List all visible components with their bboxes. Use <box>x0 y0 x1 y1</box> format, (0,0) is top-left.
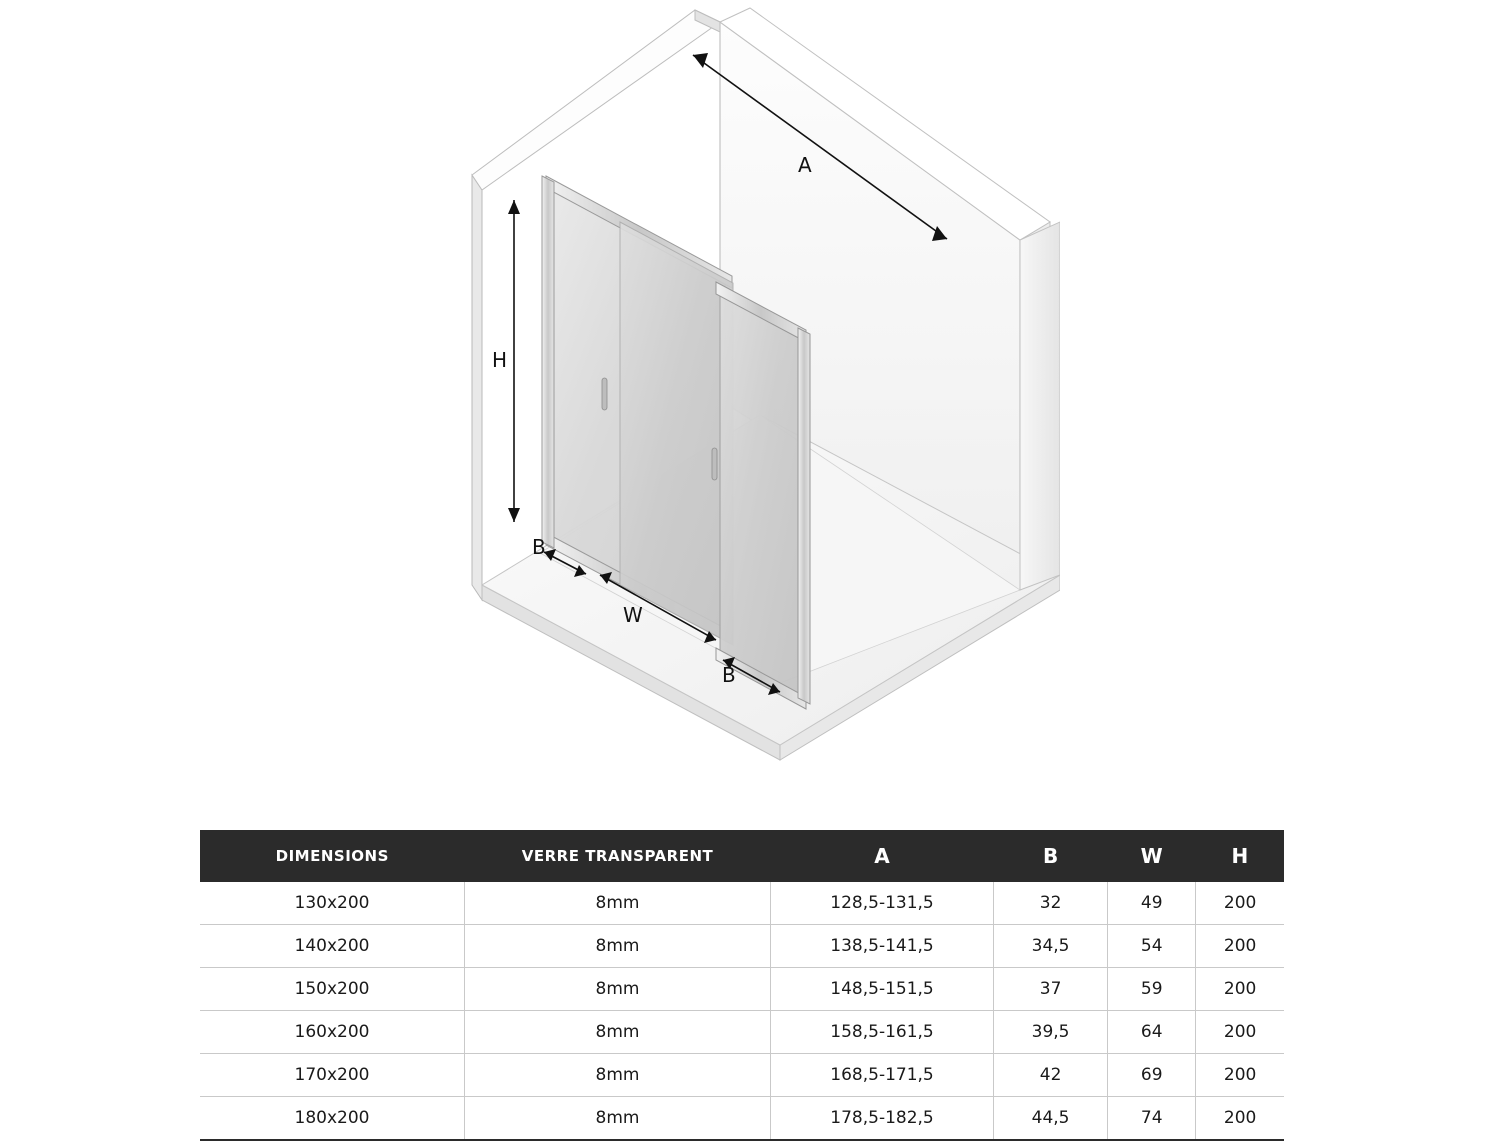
cell-b: 34,5 <box>994 925 1108 968</box>
isometric-shower-svg <box>420 0 1060 790</box>
cell-h: 200 <box>1196 1054 1284 1097</box>
dim-label-b-top: B <box>532 535 546 559</box>
cell-w: 64 <box>1108 1011 1196 1054</box>
cell-glass: 8mm <box>465 1054 771 1097</box>
cell-a: 138,5-141,5 <box>771 925 994 968</box>
cell-glass: 8mm <box>465 1097 771 1141</box>
cell-w: 54 <box>1108 925 1196 968</box>
cell-glass: 8mm <box>465 968 771 1011</box>
cell-h: 200 <box>1196 1011 1284 1054</box>
cell-w: 59 <box>1108 968 1196 1011</box>
cell-h: 200 <box>1196 968 1284 1011</box>
cell-a: 158,5-161,5 <box>771 1011 994 1054</box>
cell-b: 32 <box>994 882 1108 925</box>
dim-label-b-bottom: B <box>722 663 736 687</box>
cell-h: 200 <box>1196 882 1284 925</box>
cell-a: 128,5-131,5 <box>771 882 994 925</box>
cell-b: 44,5 <box>994 1097 1108 1141</box>
header-a: A <box>771 830 994 882</box>
cell-w: 74 <box>1108 1097 1196 1141</box>
cell-h: 200 <box>1196 925 1284 968</box>
cell-dimensions: 170x200 <box>200 1054 465 1097</box>
cell-glass: 8mm <box>465 1011 771 1054</box>
header-dimensions: DIMENSIONS <box>200 830 465 882</box>
cell-a: 148,5-151,5 <box>771 968 994 1011</box>
cell-w: 69 <box>1108 1054 1196 1097</box>
cell-b: 37 <box>994 968 1108 1011</box>
dimensions-table <box>200 830 1284 1141</box>
cell-a: 178,5-182,5 <box>771 1097 994 1141</box>
table-header-row <box>200 830 1284 882</box>
cell-glass: 8mm <box>465 882 771 925</box>
table-row <box>200 1097 1284 1141</box>
dim-label-a: A <box>798 153 812 177</box>
cell-b: 42 <box>994 1054 1108 1097</box>
table-row <box>200 968 1284 1011</box>
table-row <box>200 882 1284 925</box>
dim-label-h: H <box>492 348 508 372</box>
header-glass: VERRE TRANSPARENT <box>465 830 771 882</box>
header-w: W <box>1108 830 1196 882</box>
table-row <box>200 1011 1284 1054</box>
cell-w: 49 <box>1108 882 1196 925</box>
header-b: B <box>994 830 1108 882</box>
table-row <box>200 925 1284 968</box>
header-h: H <box>1196 830 1284 882</box>
cell-b: 39,5 <box>994 1011 1108 1054</box>
cell-glass: 8mm <box>465 925 771 968</box>
product-diagram <box>420 0 1060 790</box>
cell-a: 168,5-171,5 <box>771 1054 994 1097</box>
cell-dimensions: 160x200 <box>200 1011 465 1054</box>
cell-dimensions: 130x200 <box>200 882 465 925</box>
table-row <box>200 1054 1284 1097</box>
cell-dimensions: 140x200 <box>200 925 465 968</box>
cell-dimensions: 180x200 <box>200 1097 465 1141</box>
cell-dimensions: 150x200 <box>200 968 465 1011</box>
cell-h: 200 <box>1196 1097 1284 1141</box>
dim-label-w: W <box>623 603 643 627</box>
